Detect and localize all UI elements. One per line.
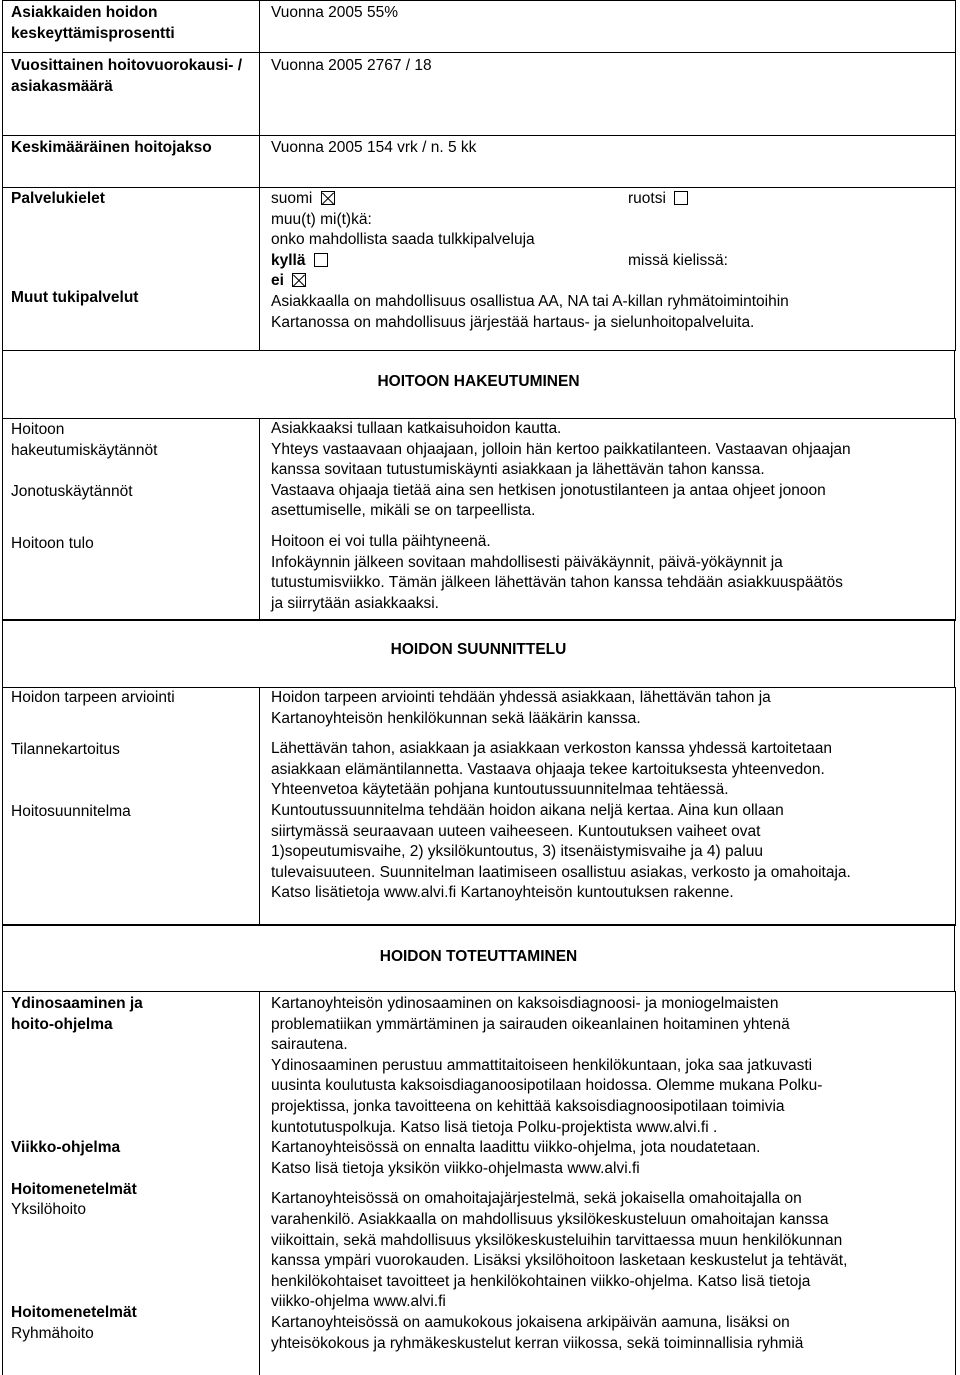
basic-info-table <box>2 0 956 351</box>
suunnittelu-line: 1)sopeutumisvaihe, 2) yksilökuntoutus, 3) itsenäistymisvaihe ja 4) paluu <box>271 843 763 861</box>
hakeutuminen-line: Yhteys vastaavaan ohjaajaan, jolloin hän kertoo paikkatilanteen. Vastaavan ohjaajan <box>271 440 851 458</box>
interpreter-yes-row <box>271 251 951 272</box>
label-hoitomenetelmat-ryhma: Hoitomenetelmät <box>11 1303 137 1321</box>
support-services-text-2: Kartanossa on mahdollisuus järjestää hartaus- ja sielunhoitopalveluita. <box>271 313 755 331</box>
value-cell-toteuttaminen <box>260 992 956 1375</box>
table-row <box>3 188 956 351</box>
label-hakeutumiskaytannot: Hoitoon hakeutumiskäytännöt <box>11 421 158 459</box>
suunnittelu-line: tulevaisuuteen. Suunnitelman laatimiseen osallistuu asiakas, verkosto ja omahoitaja. <box>271 863 851 881</box>
toteuttaminen-line: uusinta koulutusta kaksoisdiaganoosipotilaan hoidossa. Olemme mukana Polku- <box>271 1077 823 1095</box>
value-cell-palvelukielet <box>260 188 956 351</box>
interpreter-no-row <box>271 271 951 292</box>
label-viikko-ohjelma: Viikko-ohjelma <box>11 1139 121 1157</box>
label-ydinosaaminen-2: hoito-ohjelma <box>11 1015 113 1033</box>
toteuttaminen-line: Ydinosaaminen perustuu ammattitaitoiseen henkilökuntaan, joka saa jatkuvasti <box>271 1056 813 1074</box>
toteuttaminen-line: viikko-ohjelma www.alvi.fi <box>271 1293 446 1311</box>
table-row <box>3 688 956 926</box>
toteuttaminen-table <box>2 991 956 1375</box>
suunnittelu-line: Katso lisätietoja www.alvi.fi Kartanoyhteisön kuntoutuksen rakenne. <box>271 884 734 902</box>
suunnittelu-line: Kartanoyhteisön henkilökunnan sekä lääkärin kanssa. <box>271 709 641 727</box>
toteuttaminen-line: viikoittain, sekä mahdollisuus yksilökeskusteluihin tarvittaessa muun henkilökunnan <box>271 1231 843 1249</box>
label-tarpeen-arviointi: Hoidon tarpeen arviointi <box>11 689 175 706</box>
value-cell-suunnittelu <box>260 688 956 926</box>
label-hoitovuorokausi: Vuosittainen hoitovuorokausi- / asiakasmäärä <box>3 53 260 136</box>
label-cell-toteuttaminen <box>3 992 260 1375</box>
hakeutuminen-line: kanssa sovitaan tutustumiskäynti asiakkaan ja lähettävän tahon kanssa. <box>271 461 765 479</box>
suunnittelu-line: Kuntoutussuunnitelma tehdään hoidon aikana neljä kertaa. Aina kun ollaan <box>271 801 784 819</box>
interpreter-question: onko mahdollista saada tulkkipalveluja <box>271 231 535 249</box>
heading-text: HOIDON TOTEUTTAMINEN <box>379 948 578 965</box>
toteuttaminen-line: Kartanoyhteisön ydinosaaminen on kaksoisdiagnoosi- ja moniogelmaisten <box>271 995 779 1012</box>
toteuttaminen-line: sairautena. <box>271 1036 348 1054</box>
toteuttaminen-line: Kartanoyhteisössä on aamukokous jokaisena arkipäivän aamuna, lisäksi on <box>271 1313 790 1331</box>
table-row <box>3 1 956 53</box>
value-hoitojakso: Vuonna 2005 154 vrk / n. 5 kk <box>260 136 956 188</box>
label-muut-tukipalvelut: Muut tukipalvelut <box>11 288 139 306</box>
label-ydinosaaminen-1: Ydinosaaminen ja <box>11 995 143 1012</box>
label-ei: ei <box>271 272 284 290</box>
label-missa-kielissa: missä kielissä: <box>628 251 728 269</box>
hakeutuminen-line: Vastaava ohjaaja tietää aina sen hetkisen jonotustilanteen ja antaa ohjeet jonoon <box>271 481 826 499</box>
table-row <box>3 419 956 621</box>
toteuttaminen-line: varahenkilö. Asiakkaalla on mahdollisuus yksilökeskusteluun omahoitajan kanssa <box>271 1210 829 1228</box>
value-cell-hakeutuminen <box>260 419 956 621</box>
section-heading-suunnittelu <box>2 619 955 688</box>
label-palvelukielet: Palvelukielet <box>11 190 105 207</box>
label-cell-hakeutuminen <box>3 419 260 621</box>
hoitoon-tulo-line: Infokäynnin jälkeen sovitaan mahdollisesti päiväkäynnit, päivä-yökäynnit ja <box>271 553 783 571</box>
label-hoitojakso: Keskimääräinen hoitojakso <box>3 136 260 188</box>
hoitoon-tulo-line: tutustumisviikko. Tämän jälkeen lähettävän tahon kanssa tehdään asiakkuuspäätös <box>271 574 843 592</box>
heading-text: HOIDON SUUNNITTELU <box>390 641 567 658</box>
label-cell-palvelukielet <box>3 188 260 351</box>
hakeutuminen-line: Asiakkaaksi tullaan katkaisuhoidon kautta. <box>271 420 562 437</box>
table-row <box>3 136 956 188</box>
table-row <box>3 53 956 136</box>
suunnittelu-line: Lähettävän tahon, asiakkaan ja asiakkaan verkoston kanssa yhdessä kartoitetaan <box>271 740 832 758</box>
label-cell-suunnittelu <box>3 688 260 926</box>
label-hoitoon-tulo: Hoitoon tulo <box>11 534 94 552</box>
label-ryhmahoito: Ryhmähoito <box>11 1324 94 1342</box>
suunnittelu-line: Yhteenvetoa käytetään pohjana kuntoutussuunnitelmaa tehtäessä. <box>271 781 729 799</box>
suunnittelu-table <box>2 687 956 926</box>
label-jonotuskaytannot: Jonotuskäytännöt <box>11 483 133 501</box>
toteuttaminen-line: Kartanoyhteisössä on ennalta laadittu viikko-ohjelma, jota noudatetaan. <box>271 1139 761 1157</box>
heading-text: HOITOON HAKEUTUMINEN <box>377 373 580 390</box>
label-ruotsi: ruotsi <box>628 190 666 207</box>
language-row <box>271 189 951 210</box>
toteuttaminen-line: problematiikan ymmärtäminen ja sairauden oikeanlainen hoitaminen yhtenä <box>271 1015 790 1033</box>
label-yksilohoito: Yksilöhoito <box>11 1201 86 1219</box>
toteuttaminen-line: yhteisökokous ja ryhmäkeskustelut kerran viikossa, sekä toiminnallisia ryhmiä <box>271 1334 804 1352</box>
checkbox-ruotsi[interactable] <box>674 191 688 205</box>
toteuttaminen-line: kuntotutuspolkuja. Katso lisä tietoja Polku-projektista www.alvi.fi . <box>271 1118 718 1136</box>
label-kylla: kyllä <box>271 251 306 269</box>
hakeutuminen-line: asettumiselle, mikäli se on tarpeellista. <box>271 502 536 520</box>
label-keskeyttamis: Asiakkaiden hoidon keskeyttämisprosentti <box>3 1 260 53</box>
value-keskeyttamis: Vuonna 2005 55% <box>260 1 956 53</box>
toteuttaminen-line: projektissa, jonka tavoitteena on kehittää kaksoisdiagnoosipotilaan toimivia <box>271 1097 785 1115</box>
toteuttaminen-line: kanssa ympäri vuorokauden. Lisäksi yksilöhoitoon lasketaan keskustelut ja tehtävät, <box>271 1252 848 1270</box>
checkbox-suomi[interactable] <box>321 191 335 205</box>
suunnittelu-line: asiakkaan elämäntilannetta. Vastaava ohjaaja tekee kartoituksesta yhteenvedon. <box>271 760 825 778</box>
label-hoitosuunnitelma: Hoitosuunnitelma <box>11 803 131 821</box>
toteuttaminen-line: henkilökohtaiset tavoitteet ja henkilökohtainen viikko-ohjelma. Katso lisä tietoja <box>271 1272 811 1290</box>
hakeutuminen-table <box>2 418 956 621</box>
suunnittelu-line: siirtymässä seuraavaan uuteen vaiheeseen. Kuntoutuksen vaiheet ovat <box>271 822 761 840</box>
section-heading-toteuttaminen <box>2 924 955 992</box>
checkbox-ei[interactable] <box>292 273 306 287</box>
label-suomi: suomi <box>271 190 313 207</box>
checkbox-kylla[interactable] <box>314 253 328 267</box>
label-hoitomenetelmat-yksilo: Hoitomenetelmät <box>11 1180 137 1198</box>
hoitoon-tulo-line: ja siirrytään asiakkaaksi. <box>271 594 439 612</box>
value-hoitovuorokausi: Vuonna 2005 2767 / 18 <box>260 53 956 136</box>
table-row <box>3 992 956 1375</box>
toteuttaminen-line: Katso lisä tietoja yksikön viikko-ohjelmasta www.alvi.fi <box>271 1159 640 1177</box>
toteuttaminen-line: Kartanoyhteisössä on omahoitajajärjestelmä, sekä jokaisella omahoitajalla on <box>271 1190 802 1208</box>
suunnittelu-line: Hoidon tarpeen arviointi tehdään yhdessä asiakkaan, lähettävän tahon ja <box>271 689 771 706</box>
support-services-text-1: Asiakkaalla on mahdollisuus osallistua AA, NA tai A-killan ryhmätoimintoihin <box>271 292 789 310</box>
section-heading-hakeutuminen <box>2 350 955 419</box>
hoitoon-tulo-line: Hoitoon ei voi tulla päihtyneenä. <box>271 532 491 550</box>
other-languages-text: muu(t) mi(t)kä: <box>271 210 372 228</box>
label-tilannekartoitus: Tilannekartoitus <box>11 740 120 758</box>
